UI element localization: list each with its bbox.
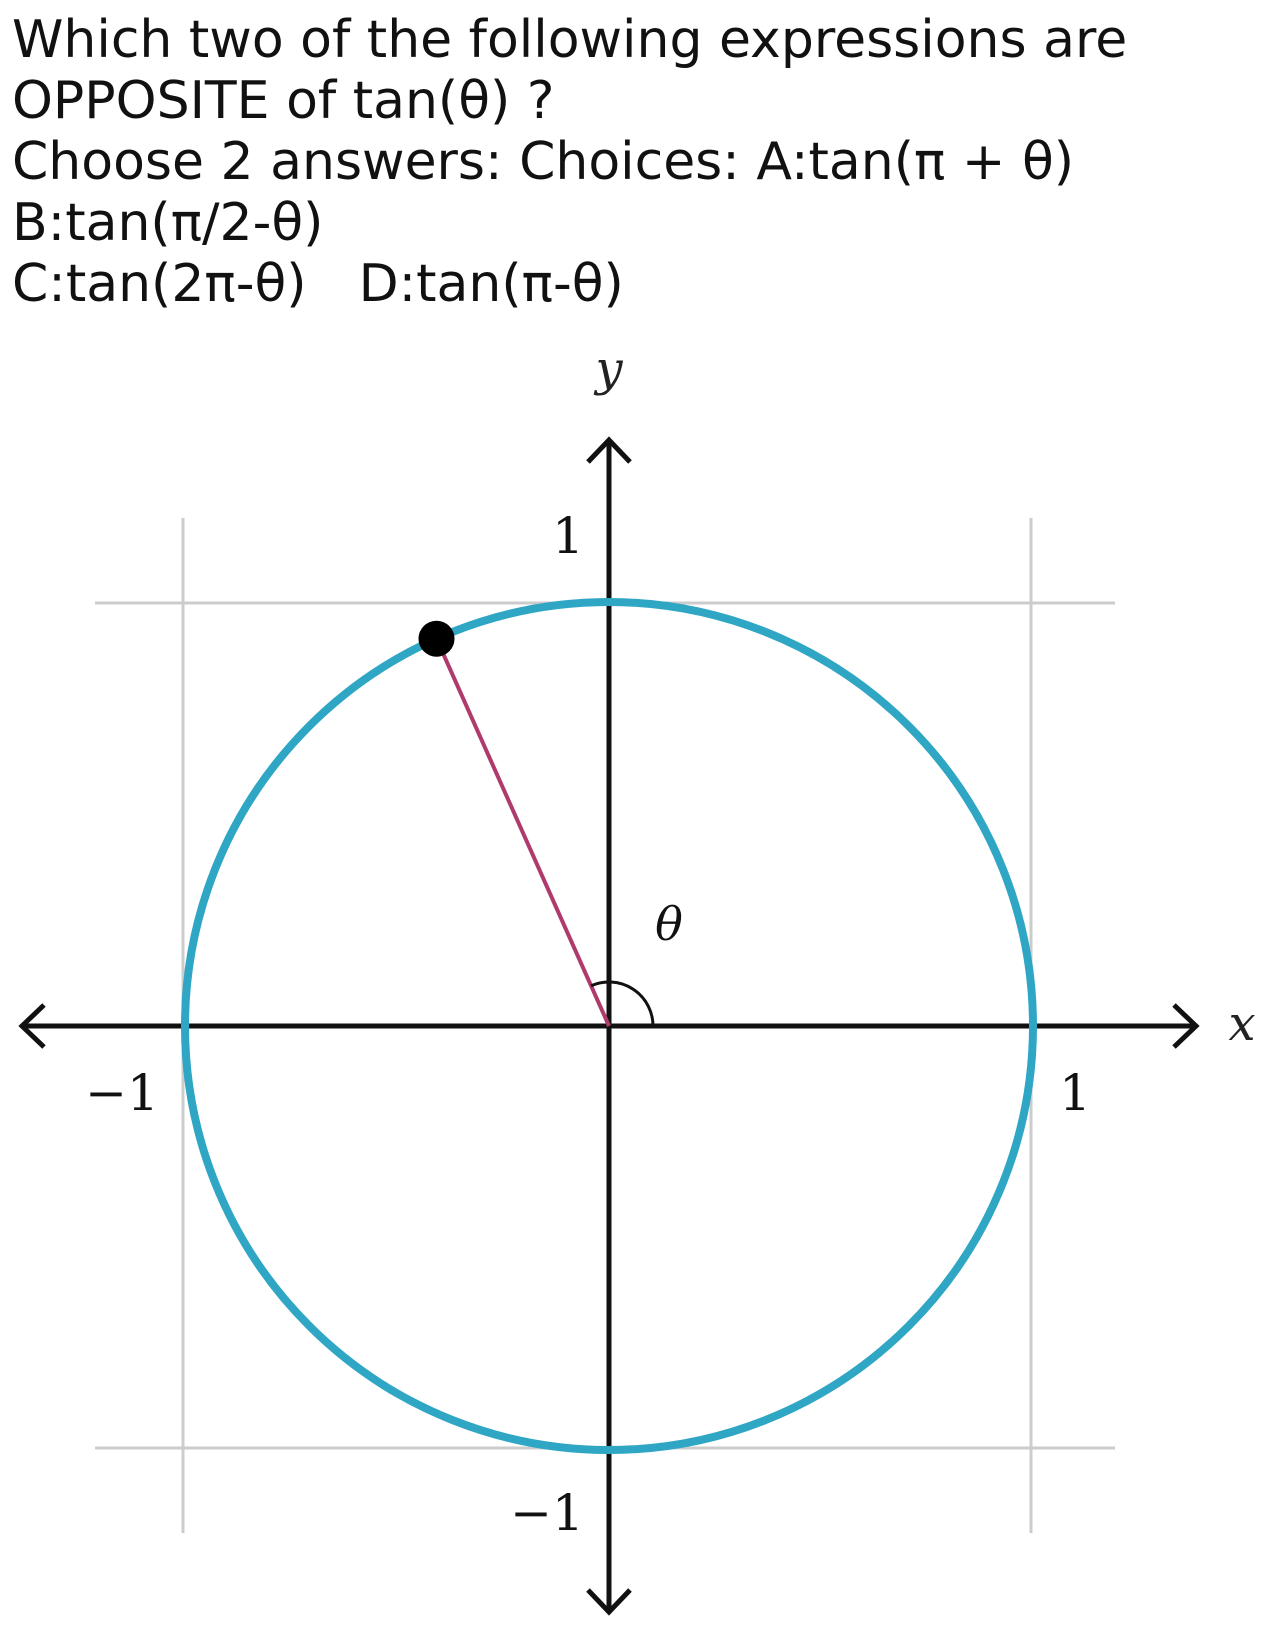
- question-text: [12, 10, 1272, 315]
- question-line-2: OPPOSITE of tan(θ) ?: [12, 71, 555, 131]
- question-line-5: [12, 254, 1272, 315]
- choice-c[interactable]: C:tan(2π-θ): [12, 254, 307, 314]
- radius-line: [437, 639, 610, 1026]
- choices-prefix: Choose 2 answers: Choices:: [12, 132, 757, 192]
- choice-b[interactable]: B:tan(π/2-θ): [12, 193, 324, 253]
- choice-d[interactable]: D:tan(π-θ): [358, 254, 624, 314]
- x-tick-pos-label: 1: [1059, 1064, 1091, 1122]
- terminal-point[interactable]: [419, 621, 455, 657]
- angle-label: θ: [655, 897, 683, 951]
- y-tick-pos-label: 1: [552, 507, 584, 565]
- unit-circle-diagram: [0, 320, 1288, 1637]
- y-tick-neg-label: −1: [510, 1484, 584, 1542]
- x-axis-label: x: [1228, 996, 1256, 1052]
- choice-a[interactable]: A:tan(π + θ): [756, 132, 1075, 192]
- question-line-4: [12, 193, 1272, 254]
- x-tick-neg-label: −1: [85, 1064, 159, 1122]
- question-line-1: Which two of the following expressions are: [12, 10, 1128, 70]
- y-axis-label: y: [595, 341, 623, 397]
- question-line-3: [12, 132, 1272, 193]
